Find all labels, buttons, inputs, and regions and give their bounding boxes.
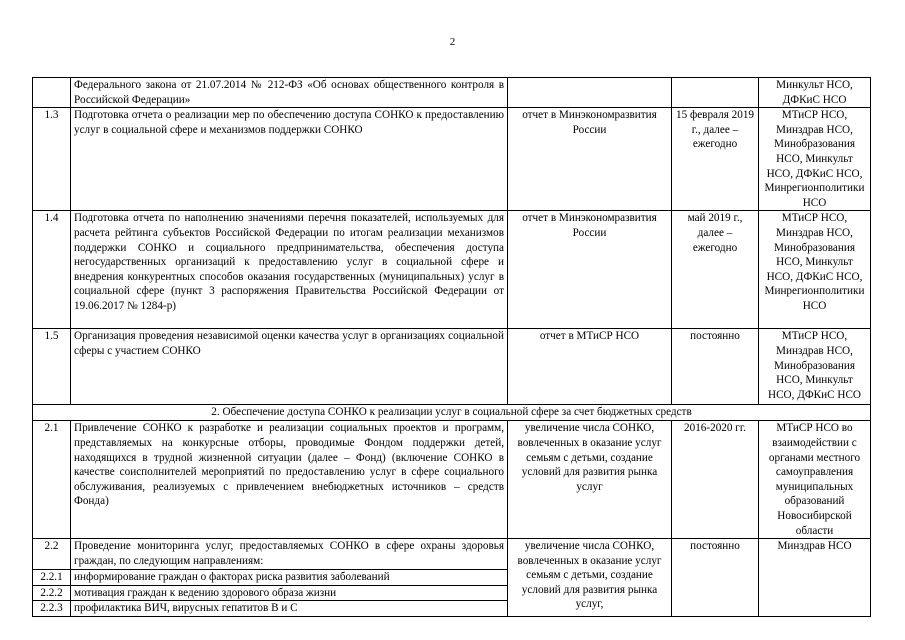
responsible-cell: Минкульт НСО, ДФКиС НСО	[759, 78, 871, 108]
table-row	[33, 421, 871, 539]
row-number: 2.2.1	[33, 570, 71, 586]
result-cell: увеличение числа СОНКО, вовлеченных в оказание услуг семьям с детьми, создание условий для развития рынка услуг	[508, 421, 672, 539]
row-number: 1.4	[33, 211, 71, 329]
result-cell: увеличение числа СОНКО, вовлеченных в оказание услуг семьям с детьми, создание условий для развития рынка услуг,	[508, 539, 672, 617]
deadline-cell: май 2019 г., далее – ежегодно	[672, 211, 759, 329]
responsible-cell: МТиСР НСО во взаимодействии с органами местного самоуправления муниципальных образований Новосибирской области	[759, 421, 871, 539]
responsible-cell: МТиСР НСО, Минздрав НСО, Минобразования НСО, Минкульт НСО, ДФКиС НСО	[759, 329, 871, 405]
table-row	[33, 211, 871, 329]
page-number: 2	[449, 36, 456, 48]
deadline-cell: постоянно	[672, 539, 759, 617]
result-cell: отчет в МТиСР НСО	[508, 329, 672, 405]
table-row	[33, 539, 871, 570]
deadline-cell: 2016-2020 гг.	[672, 421, 759, 539]
table-row	[33, 78, 871, 108]
activity-cell: мотивация граждан к ведению здорового образа жизни	[71, 585, 508, 601]
row-number: 2.2	[33, 539, 71, 570]
responsible-cell: МТиСР НСО, Минздрав НСО, Минобразования НСО, Минкульт НСО, ДФКиС НСО, Минрегионполитики НСО	[759, 211, 871, 329]
measures-table	[32, 77, 871, 617]
section-heading: 2. Обеспечение доступа СОНКО к реализации услуг в социальной сфере за счет бюджетных средств	[33, 405, 871, 421]
activity-cell: Федерального закона от 21.07.2014 № 212-ФЗ «Об основах общественного контроля в Российской Федерации»	[71, 78, 508, 108]
result-cell: отчет в Минэкономразвития России	[508, 211, 672, 329]
activity-cell: Проведение мониторинга услуг, предоставляемых СОНКО в сфере охраны здоровья граждан, по следующим направлениям:	[71, 539, 508, 570]
result-cell: отчет в Минэкономразвития России	[508, 108, 672, 211]
row-number: 1.3	[33, 108, 71, 211]
row-number: 2.1	[33, 421, 71, 539]
responsible-cell: Минздрав НСО	[759, 539, 871, 617]
activity-cell: Подготовка отчета по наполнению значениями перечня показателей, используемых для расчета рейтинга субъектов Российской Федерации по итогам реализации механизмов поддержки СОНКО и социального предпринимательства, обеспечения доступа негосударственных организаций к предоставлению услуг в социальной сфере и внедрения конкурентных способов оказания государственных (муниципальных) услуг в социальной сфере (пункт 3 распоряжения Правительства Российской Федерации от 19.06.2017 № 1284-р)	[71, 211, 508, 329]
row-number	[33, 78, 71, 108]
table-row	[33, 329, 871, 405]
deadline-cell: 15 февраля 2019 г., далее – ежегодно	[672, 108, 759, 211]
activity-cell: Подготовка отчета о реализации мер по обеспечению доступа СОНКО к предоставлению услуг в социальной сфере и механизмов поддержки СОНКО	[71, 108, 508, 211]
activity-cell: профилактика ВИЧ, вирусных гепатитов В и С	[71, 601, 508, 617]
row-number: 2.2.3	[33, 601, 71, 617]
row-number: 1.5	[33, 329, 71, 405]
table-row	[33, 108, 871, 211]
section-heading-row	[33, 405, 871, 421]
responsible-cell: МТиСР НСО, Минздрав НСО, Минобразования НСО, Минкульт НСО, ДФКиС НСО, Минрегионполитики НСО	[759, 108, 871, 211]
deadline-cell: постоянно	[672, 329, 759, 405]
row-number: 2.2.2	[33, 585, 71, 601]
deadline-cell	[672, 78, 759, 108]
activity-cell: Организация проведения независимой оценки качества услуг в организациях социальной сферы с участием СОНКО	[71, 329, 508, 405]
activity-cell: информирование граждан о факторах риска развития заболеваний	[71, 570, 508, 586]
result-cell	[508, 78, 672, 108]
activity-cell: Привлечение СОНКО к разработке и реализации социальных проектов и программ, представляемых на конкурсные отборы, проводимые Фондом поддержки детей, находящихся в трудной жизненной ситуации (далее – Фонд) (включение СОНКО в качестве соисполнителей мероприятий по предоставлению услуг в сфере социального обслуживания, реализуемых с привлечением внебюджетных источников – средств Фонда)	[71, 421, 508, 539]
